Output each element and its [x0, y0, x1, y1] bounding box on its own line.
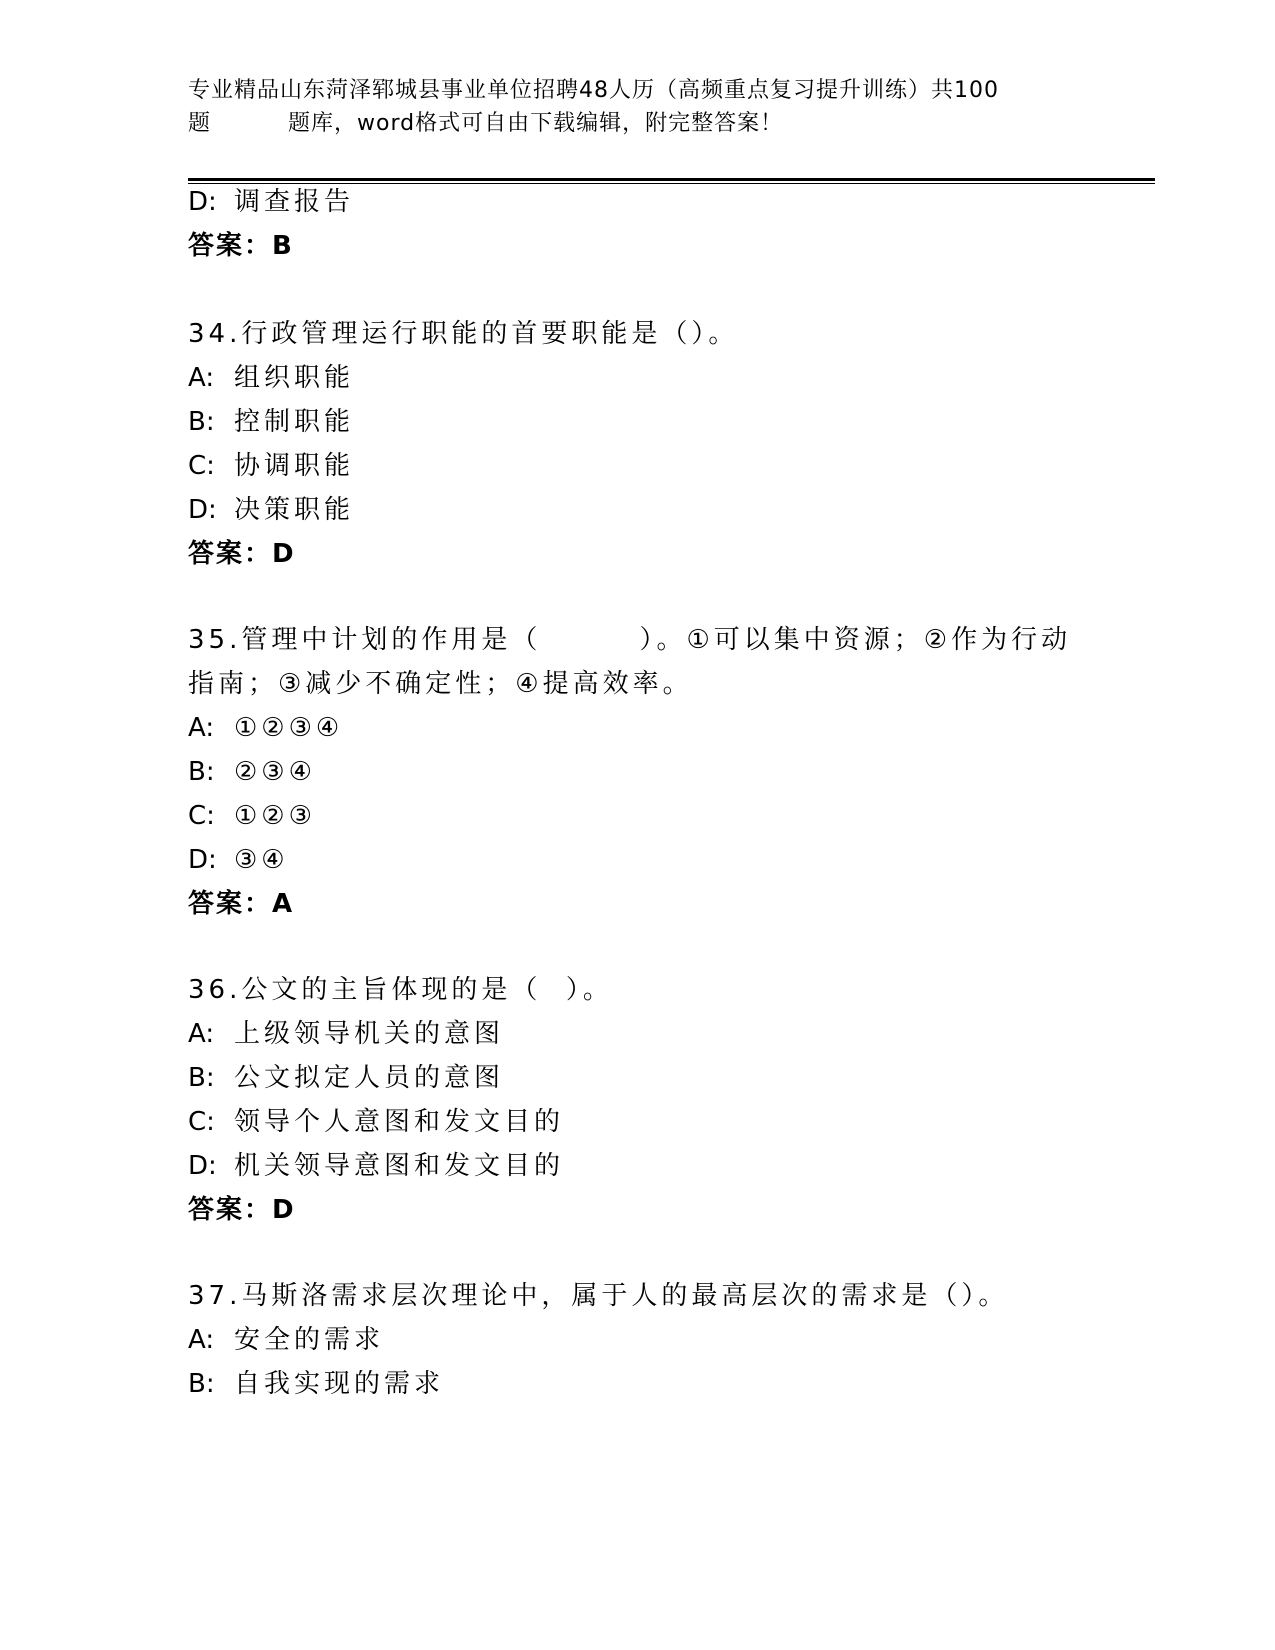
header-title-line-1: 专业精品山东菏泽郓城县事业单位招聘48人历（高频重点复习提升训练）共100: [188, 78, 999, 103]
option-letter: C:: [188, 451, 215, 481]
option-letter: A:: [188, 1019, 215, 1049]
option-a: [188, 1017, 504, 1051]
option-letter: A:: [188, 363, 215, 393]
option-b: [188, 405, 354, 439]
option-a: [188, 361, 354, 395]
option-letter: A:: [188, 1325, 215, 1355]
option-text: ①②③: [234, 801, 316, 831]
option-a: [188, 1323, 384, 1357]
option-letter: D:: [188, 187, 217, 217]
question-stem-continued: 指南；③减少不确定性；④提高效率。: [188, 669, 693, 699]
option-text: 协调职能: [234, 451, 355, 481]
option-d: [188, 493, 354, 527]
option-text: 机关领导意图和发文目的: [234, 1151, 565, 1181]
option-letter: C:: [188, 1107, 215, 1137]
answer-line: 答案：D: [188, 539, 296, 569]
option-text: ③④: [234, 845, 289, 875]
header-rule-thick: [188, 178, 1155, 181]
option-text: 公文拟定人员的意图: [234, 1063, 505, 1093]
header-title-line-2-lead: 题: [188, 111, 212, 136]
option-b: [188, 755, 316, 789]
question-stem: 35.管理中计划的作用是（ ）。①可以集中资源；②作为行动: [188, 625, 1072, 655]
question-stem: 37.马斯洛需求层次理论中，属于人的最高层次的需求是（）。: [188, 1281, 1009, 1311]
question-stem: 36.公文的主旨体现的是（ ）。: [188, 975, 613, 1005]
option-text: 自我实现的需求: [234, 1369, 445, 1399]
option-c: [188, 799, 316, 833]
option-letter: B:: [188, 407, 215, 437]
option-text: 调查报告: [234, 187, 355, 217]
answer-line: 答案：A: [188, 889, 295, 919]
option-b: [188, 1367, 444, 1401]
option-text: 控制职能: [234, 407, 355, 437]
option-text: 上级领导机关的意图: [234, 1019, 505, 1049]
header-rule-thin: [188, 183, 1155, 184]
option-text: 组织职能: [234, 363, 355, 393]
option-letter: D:: [188, 495, 217, 525]
option-letter: D:: [188, 1151, 217, 1181]
option-d: [188, 843, 289, 877]
header-title-line-2-rest: 题库，word格式可自由下载编辑，附完整答案！: [288, 111, 784, 136]
option-c: [188, 1105, 564, 1139]
option-d: [188, 1149, 564, 1183]
question-stem: 34.行政管理运行职能的首要职能是（）。: [188, 319, 739, 349]
option-letter: B:: [188, 1369, 215, 1399]
option-text: 领导个人意图和发文目的: [234, 1107, 565, 1137]
option-letter: B:: [188, 1063, 215, 1093]
option-letter: C:: [188, 801, 215, 831]
option-letter: D:: [188, 845, 217, 875]
answer-line: 答案：B: [188, 231, 294, 261]
option-text: ②③④: [234, 757, 316, 787]
answer-line: 答案：D: [188, 1195, 296, 1225]
option-a: [188, 711, 343, 745]
option-c: [188, 449, 354, 483]
option-text: 安全的需求: [234, 1325, 385, 1355]
option-letter: A:: [188, 713, 215, 743]
header-title-line-2: [188, 107, 1088, 140]
page-header: [188, 74, 1088, 140]
option-b: [188, 1061, 504, 1095]
option-text: ①②③④: [234, 713, 344, 743]
option-text: 决策职能: [234, 495, 355, 525]
option-letter: B:: [188, 757, 215, 787]
option-d: [188, 185, 354, 219]
